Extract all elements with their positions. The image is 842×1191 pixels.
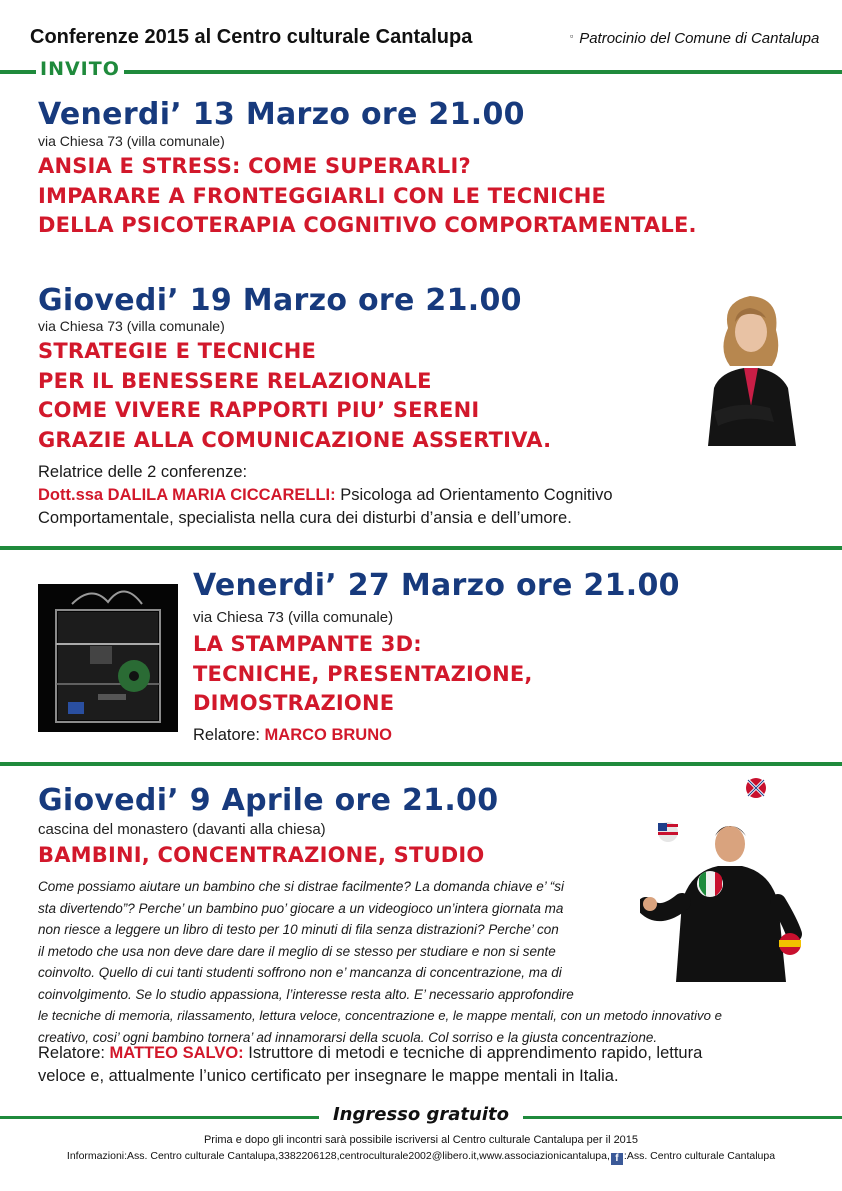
patronage-note [570, 30, 819, 47]
event3-title [193, 630, 533, 719]
event4-description-line: creativo, cosi’ ogni bambino tornera’ ad innamorarsi della scuola. Col sorriso e la giusta concentrazione. [38, 1029, 658, 1045]
event3-venue: via Chiesa 73 (villa comunale) [193, 609, 394, 626]
event3-speaker-name: MARCO BRUNO [264, 726, 392, 744]
event4-description-line: non riesce a leggere un libro di testo per 10 minuti di fila senza distrazioni? Perche’ con [38, 922, 559, 937]
event4-description-line: Come possiamo aiutare un bambino che si distrae facilmente? La domanda chiave e’ “si [38, 879, 565, 894]
event4-date: Giovedi’ 9 Aprile ore 21.00 [38, 783, 499, 818]
patronage-text: Patrocinio del Comune di Cantalupa [579, 30, 820, 47]
event3-speaker-line [193, 724, 392, 746]
event2-title-line: GRAZIE ALLA COMUNICAZIONE ASSERTIVA. [38, 427, 552, 452]
event2-title [38, 337, 551, 455]
event2-speaker-desc: Psicologa ad Orientamento Cognitivo [335, 486, 613, 504]
event4-title: BAMBINI, CONCENTRAZIONE, STUDIO [38, 843, 485, 867]
event2-speaker-name: Dott.ssa DALILA MARIA CICCARELLI: [38, 486, 336, 504]
event2-title-line: COME VIVERE RAPPORTI PIU’ SERENI [38, 398, 480, 422]
event1-venue: via Chiesa 73 (villa comunale) [38, 133, 225, 149]
event2-title-line: PER IL BENESSERE RELAZIONALE [38, 368, 432, 393]
event2-date: Giovedi’ 19 Marzo ore 21.00 [38, 283, 522, 318]
footer-contact-text: Informazioni:Ass. Centro culturale Cantalupa,3382206128,centroculturale2002@libero.it,www.associazionicantalupa, [66, 1150, 610, 1162]
event2-speaker-desc-2: Comportamentale, specialista nella cura dei disturbi d’ansia e dell’umore. [38, 509, 572, 527]
event4-speaker-label: Relatore: [38, 1044, 110, 1062]
event3-speaker-label: Relatore: [193, 726, 265, 744]
footer-entry-wrap [0, 1104, 842, 1125]
event3-date: Venerdi’ 27 Marzo ore 21.00 [193, 568, 680, 603]
footer-info [0, 1150, 842, 1165]
event2-speaker-line [38, 484, 613, 506]
event4-description-line: coinvolgimento. Se lo studio appassiona, l’interesse resta alto. E’ necessario approfondire [38, 986, 574, 1002]
page-title: Conferenze 2015 al Centro culturale Cantalupa [30, 26, 473, 48]
event3-title-line: DIMOSTRAZIONE [193, 691, 395, 715]
event1-title-line: ANSIA E STRESS: COME SUPERARLI? [38, 154, 471, 178]
event2-title-line: STRATEGIE E TECNICHE [38, 339, 317, 363]
facebook-icon: f [611, 1153, 623, 1165]
event4-speaker-desc: Istruttore di metodi e tecniche di apprendimento rapido, lettura [243, 1044, 703, 1062]
event1-title [38, 152, 697, 241]
invito-label: INVITO [36, 58, 124, 80]
event4-description-line: sta divertendo”? Perche’ un bambino puo’ giocare a un videogioco un’intera giornata ma [38, 900, 564, 916]
event4-description [38, 876, 722, 1048]
speaker-photo-ciccarelli [700, 288, 800, 446]
event4-description-line: il metodo che usa non deve dare dare il meglio di se stesso per studiare e non si sente [38, 943, 556, 959]
event1-title-line: IMPARARE A FRONTEGGIARLI CON LE TECNICHE [38, 183, 607, 208]
footer-note: Prima e dopo gli incontri sarà possibile iscriversi al Centro culturale Cantalupa per il 2015 [203, 1134, 639, 1146]
free-entry-label: Ingresso gratuito [319, 1104, 523, 1125]
event1-title-line: DELLA PSICOTERAPIA COGNITIVO COMPORTAMENTALE. [38, 213, 697, 237]
event3-title-line: LA STAMPANTE 3D: [193, 632, 422, 656]
event2-venue: via Chiesa 73 (villa comunale) [38, 318, 225, 334]
event3-title-line: TECNICHE, PRESENTAZIONE, [193, 661, 533, 686]
event4-speaker-desc-2: veloce e, attualmente l’unico certificato per insegnare le mappe mentali in Italia. [38, 1067, 619, 1085]
event4-description-line: coinvolto. Quello di cui tanti studenti soffrono non e’ mancanza di concentrazione, ma di [38, 965, 562, 980]
header-divider [0, 70, 842, 74]
event4-speaker-line [38, 1042, 702, 1064]
event4-speaker-name: MATTEO SALVO: [109, 1044, 244, 1062]
footer-facebook-page: :Ass. Centro culturale Cantalupa [623, 1150, 776, 1162]
section-divider-2 [0, 762, 842, 766]
printer-3d-photo [38, 584, 178, 732]
section-divider-1 [0, 546, 842, 550]
square-bullet-icon: ▫ [570, 31, 574, 41]
event2-speaker-intro: Relatrice delle 2 conferenze: [38, 463, 248, 481]
event4-description-line: le tecniche di memoria, rilassamento, lettura veloce, concentrazione e, le mappe mentali, con un metodo innovativo e [38, 1008, 722, 1023]
event1-date: Venerdi’ 13 Marzo ore 21.00 [38, 97, 525, 132]
event4-venue: cascina del monastero (davanti alla chiesa) [38, 821, 326, 838]
